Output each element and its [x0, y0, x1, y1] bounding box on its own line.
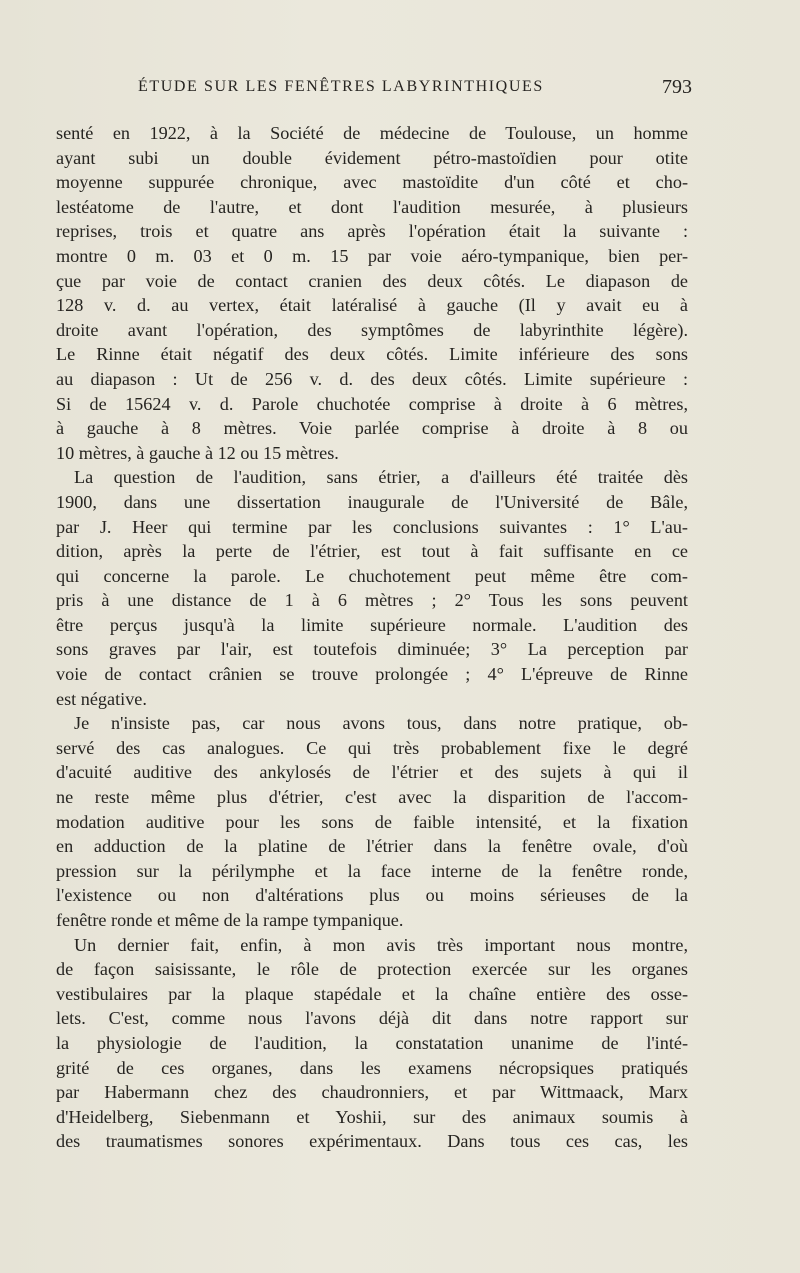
text-line: fenêtre ronde et même de la rampe tympanique.	[56, 910, 404, 930]
text-line: droite avant l'opération, des symptômes de labyrinthite légère).	[56, 319, 688, 340]
text-line: Je n'insiste pas, car nous avons tous, dans notre pratique, ob-	[74, 713, 688, 734]
running-title: ÉTUDE SUR LES FENÊTRES LABYRINTHIQUES	[138, 78, 544, 95]
text-line: lestéatome de l'autre, et dont l'audition mesurée, à plusieurs	[56, 196, 688, 217]
text-line: d'acuité auditive des ankylosés de l'étrier et des sujets à qui il	[56, 762, 688, 783]
text-line: reprises, trois et quatre ans après l'opération était la suivante :	[56, 221, 688, 242]
text-line: çue par voie de contact cranien des deux côtés. Le diapason de	[56, 270, 688, 291]
text-line: d'Heidelberg, Siebenmann et Yoshii, sur des animaux soumis à	[56, 1106, 688, 1127]
text-line: l'existence ou non d'altérations plus ou moins sérieuses de la	[56, 885, 688, 906]
text-line: moyenne suppurée chronique, avec mastoïdite d'un côté et cho-	[56, 172, 688, 193]
text-line: qui concerne la parole. Le chuchotement peut même être com-	[56, 565, 688, 586]
text-line: vestibulaires par la plaque stapédale et la chaîne entière des osse-	[56, 983, 688, 1004]
text-line: par J. Heer qui termine par les conclusions suivantes : 1° L'au-	[56, 516, 688, 537]
text-line: 128 v. d. au vertex, était latéralisé à gauche (Il y avait eu à	[56, 295, 688, 316]
text-line: Si de 15624 v. d. Parole chuchotée comprise à droite à 6 mètres,	[56, 393, 688, 414]
page-header	[56, 76, 692, 108]
text-line: Le Rinne était négatif des deux côtés. Limite inférieure des sons	[56, 344, 688, 365]
text-line: servé des cas analogues. Ce qui très probablement fixe le degré	[56, 737, 688, 758]
text-line: voie de contact crânien se trouve prolongée ; 4° L'épreuve de Rinne	[56, 664, 688, 685]
text-line: lets. C'est, comme nous l'avons déjà dit dans notre rapport sur	[56, 1008, 688, 1029]
text-line: grité de ces organes, dans les examens nécropsiques pratiqués	[56, 1057, 688, 1078]
page-number: 793	[662, 76, 692, 98]
text-line: pression sur la périlymphe et la face interne de la fenêtre ronde,	[56, 860, 688, 881]
text-line: à gauche à 8 mètres. Voie parlée comprise à droite à 8 ou	[56, 418, 688, 439]
text-line: La question de l'audition, sans étrier, a d'ailleurs été traitée dès	[74, 467, 688, 488]
text-line: 10 mètres, à gauche à 12 ou 15 mètres.	[56, 442, 339, 463]
text-line: en adduction de la platine de l'étrier dans la fenêtre ovale, d'où	[56, 836, 688, 857]
text-line: ayant subi un double évidement pétro-mastoïdien pour otite	[56, 147, 688, 168]
text-line: ne reste même plus d'étrier, c'est avec la disparition de l'accom-	[56, 787, 688, 808]
text-line: de façon saisissante, le rôle de protection exercée sur les organes	[56, 959, 688, 980]
text-line: Un dernier fait, enfin, à mon avis très important nous montre,	[74, 934, 688, 955]
text-line: senté en 1922, à la Société de médecine de Toulouse, un homme	[56, 123, 688, 143]
text-line: dition, après la perte de l'étrier, est tout à fait suffisante en ce	[56, 541, 688, 562]
text-line: au diapason : Ut de 256 v. d. des deux côtés. Limite supérieure :	[56, 368, 688, 389]
text-line: modation auditive pour les sons de faible intensité, et la fixation	[56, 811, 688, 832]
text-line: des traumatismes sonores expérimentaux. Dans tous ces cas, les	[56, 1131, 688, 1152]
text-line: est négative.	[56, 688, 147, 709]
text-line: la physiologie de l'audition, la constatation unanime de l'inté-	[56, 1032, 688, 1053]
body-text	[56, 121, 688, 1154]
text-line: 1900, dans une dissertation inaugurale de l'Université de Bâle,	[56, 491, 688, 512]
text-line: montre 0 m. 03 et 0 m. 15 par voie aéro-tympanique, bien per-	[56, 245, 688, 266]
text-line: par Habermann chez des chaudronniers, et par Wittmaack, Marx	[56, 1082, 688, 1103]
text-line: pris à une distance de 1 à 6 mètres ; 2° Tous les sons peuvent	[56, 590, 688, 611]
text-line: sons graves par l'air, est toutefois diminuée; 3° La perception par	[56, 639, 688, 660]
text-line: être perçus jusqu'à la limite supérieure normale. L'audition des	[56, 614, 688, 635]
